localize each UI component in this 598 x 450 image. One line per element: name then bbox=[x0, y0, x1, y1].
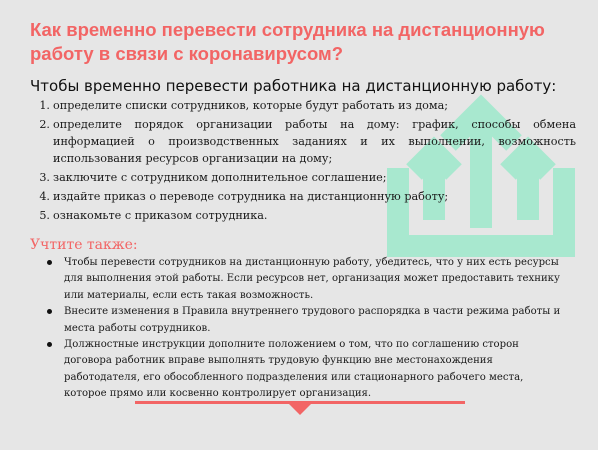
list-item bbox=[44, 337, 564, 403]
step-text: определите порядок организации работы на дому: график, способы обмена информацией о производственных заданиях и их выполнении, возможность использования ресурсов организации на дому; bbox=[53, 118, 576, 165]
list-item bbox=[24, 169, 576, 186]
step-text: ознакомьте с приказом сотрудника. bbox=[53, 209, 268, 222]
step-number: 2. bbox=[39, 118, 50, 131]
note-text: Должностные инструкции дополните положением о том, что по соглашению сторон договора работник вправе выполнять трудовую функцию вне местонахождения работодателя, его обособленного подразделения или стационарного рабочего места, которое прямо или косвенно контролирует организация. bbox=[64, 339, 524, 400]
bullet-icon bbox=[47, 342, 52, 347]
list-item bbox=[44, 255, 564, 304]
page-title: Как временно перевести сотрудника на дистанционную работу в связи с коронавирусом? bbox=[30, 19, 545, 64]
step-number: 4. bbox=[39, 190, 50, 203]
step-number: 5. bbox=[39, 209, 50, 222]
bullet-icon bbox=[47, 309, 52, 314]
list-item bbox=[44, 304, 564, 337]
step-number: 3. bbox=[39, 171, 50, 184]
note-text: Внесите изменения в Правила внутреннего трудового распорядка в части режима работы и места работы сотрудников. bbox=[64, 306, 561, 334]
step-number: 1. bbox=[39, 99, 50, 112]
list-item bbox=[24, 116, 576, 167]
chevron-down-icon bbox=[288, 403, 312, 415]
steps-list bbox=[24, 97, 576, 226]
intro-text: Чтобы временно перевести работника на дистанционную работу: bbox=[30, 77, 557, 95]
also-note-heading: Учтите также: bbox=[30, 237, 138, 253]
notes-list bbox=[44, 255, 564, 403]
step-text: заключите с сотрудником дополнительное соглашение; bbox=[53, 171, 387, 184]
list-item bbox=[24, 97, 576, 114]
list-item bbox=[24, 207, 576, 224]
note-text: Чтобы перевести сотрудников на дистанционную работу, убедитесь, что у них есть ресурсы для выполнения этой работы. Если ресурсов нет, организация может предоставить технику или материалы, если есть такая возможность. bbox=[64, 257, 560, 301]
step-text: определите списки сотрудников, которые будут работать из дома; bbox=[53, 99, 449, 112]
step-text: издайте приказ о переводе сотрудника на дистанционную работу; bbox=[53, 190, 449, 203]
bullet-icon bbox=[47, 260, 52, 265]
list-item bbox=[24, 188, 576, 205]
